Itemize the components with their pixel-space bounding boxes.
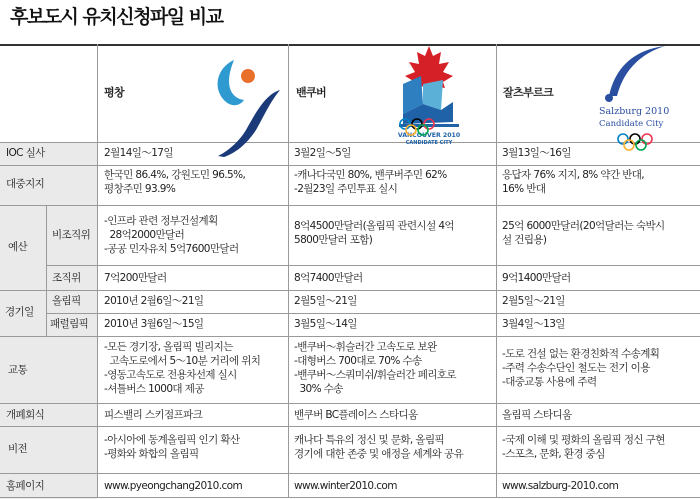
cell-vision-pyeongchang: -아시아에 동계올림픽 인기 확산 -평화와 화합의 올림픽 bbox=[104, 434, 240, 460]
salzburg-wordmark: Salzburg 2010 bbox=[599, 106, 670, 117]
sub-label-organizing: 조직위 bbox=[52, 272, 81, 284]
cell-transport-vancouver: -밴쿠버～휘슬러간 고속도로 보완 -대형버스 700대로 70% 수송 -밴쿠버～스쿼미쉬/휘슬러간 페리호로 30% 수송 bbox=[294, 341, 456, 395]
cell-support-salzburg: 응답자 76% 지지, 8% 약간 반대, 16% 반대 bbox=[502, 169, 645, 195]
row-divider bbox=[0, 426, 700, 427]
olympic-rings-icon bbox=[397, 118, 439, 138]
cell-support-vancouver: -캐나다국민 80%, 밴쿠버주민 62% -2월23일 주민투표 실시 bbox=[294, 169, 447, 195]
row-divider bbox=[0, 336, 700, 337]
column-divider bbox=[496, 44, 497, 498]
cell-dates-olympic-vancouver: 2월5일～21일 bbox=[294, 295, 357, 307]
row-divider bbox=[0, 205, 700, 206]
row-label-ioc: IOC 실사 bbox=[6, 147, 45, 159]
row-divider bbox=[0, 165, 700, 166]
row-divider bbox=[0, 290, 700, 291]
homepage-link-vancouver[interactable]: www.winter2010.com bbox=[294, 480, 397, 492]
cell-dates-paralympic-pyeongchang: 2010년 3월6일～15일 bbox=[104, 318, 204, 330]
arc-logo bbox=[609, 46, 665, 96]
sub-label-paralympic: 패럴림픽 bbox=[50, 318, 89, 330]
row-divider bbox=[0, 403, 700, 404]
row-label-budget: 예산 bbox=[8, 241, 28, 253]
table-bottom-border bbox=[0, 497, 700, 498]
cell-budget-nonop-vancouver: 8억4500만달러(올림픽 관련시설 4억 5800만달러 포함) bbox=[294, 220, 454, 246]
vancouver-wordmark: VANCOUVER 2010 bbox=[397, 132, 461, 139]
cell-ioc-salzburg: 3월13일～16일 bbox=[502, 147, 571, 159]
cell-dates-paralympic-vancouver: 3월5일～14일 bbox=[294, 318, 357, 330]
cell-vision-salzburg: -국제 이해 및 평화의 올림픽 정신 구현 -스포츠, 문화, 환경 중심 bbox=[502, 434, 665, 460]
row-divider bbox=[46, 265, 700, 266]
cell-budget-org-salzburg: 9억1400만달러 bbox=[502, 272, 571, 284]
row-label-support: 대중지지 bbox=[6, 178, 45, 190]
cell-dates-paralympic-salzburg: 3월4일～13일 bbox=[502, 318, 565, 330]
vancouver-logo bbox=[393, 44, 465, 160]
skater-logo-arc bbox=[218, 60, 244, 105]
cell-budget-org-pyeongchang: 7억200만달러 bbox=[104, 272, 167, 284]
homepage-link-pyeongchang[interactable]: www.pyeongchang2010.com bbox=[104, 480, 243, 492]
skater-logo-ball bbox=[241, 69, 255, 83]
row-divider bbox=[0, 473, 700, 474]
column-header-vancouver: 밴쿠버 bbox=[296, 86, 327, 99]
cell-support-pyeongchang: 한국민 86.4%, 강원도민 96.5%, 평창주민 93.9% bbox=[104, 169, 246, 195]
cell-opening-pyeongchang: 피스밸리 스키점프파크 bbox=[104, 409, 203, 421]
cell-vision-vancouver: 캐나다 특유의 정신 및 문화, 올림픽 경기에 대한 존중 및 애정을 세계와 공유 bbox=[294, 434, 464, 460]
column-header-pyeongchang: 평창 bbox=[104, 86, 125, 99]
sub-label-nonorganizing: 비조직위 bbox=[52, 229, 91, 241]
row-divider bbox=[46, 313, 700, 314]
cell-dates-olympic-salzburg: 2월5일～21일 bbox=[502, 295, 565, 307]
page-title: 후보도시 유치신청파일 비교 bbox=[10, 6, 223, 28]
vancouver-subtitle: CANDIDATE CITY bbox=[405, 140, 453, 146]
row-label-opening: 개폐회식 bbox=[6, 409, 45, 421]
column-header-salzburg: 잘츠부르크 bbox=[503, 86, 554, 99]
cell-budget-org-vancouver: 8억7400만달러 bbox=[294, 272, 363, 284]
row-label-transport: 교통 bbox=[8, 364, 28, 376]
cell-budget-nonop-pyeongchang: -인프라 관련 정부건설계획 28억2000만달러 -공공 민자유치 5억7600만달러 bbox=[104, 215, 239, 255]
salzburg-subtitle: Candidate City bbox=[599, 119, 664, 129]
row-label-dates: 경기일 bbox=[5, 306, 34, 318]
cell-transport-salzburg: -도로 건설 없는 환경친화적 수송계획 -주력 수송수단인 철도는 전기 이용 -대중교통 사용에 주력 bbox=[502, 348, 660, 388]
olympic-rings-icon bbox=[615, 133, 657, 153]
column-divider bbox=[97, 44, 98, 498]
cell-budget-nonop-salzburg: 25억 6000만달러(20억달러는 숙박시 설 건립용) bbox=[502, 220, 665, 246]
pyeongchang-logo bbox=[208, 54, 288, 158]
cell-ioc-pyeongchang: 2월14일～17일 bbox=[104, 147, 173, 159]
row-label-homepage: 홈페이지 bbox=[6, 480, 45, 492]
cell-transport-pyeongchang: -모든 경기장, 올림픽 빌리지는 고속도로에서 5～10분 거리에 위치 -영동고속도로 전용차선제 실시 -셔틀버스 1000대 제공 bbox=[104, 341, 261, 395]
sub-column-divider bbox=[46, 205, 47, 336]
sub-label-olympic: 올림픽 bbox=[52, 295, 81, 307]
homepage-link-salzburg[interactable]: www.salzburg-2010.com bbox=[502, 480, 619, 492]
column-divider bbox=[288, 44, 289, 498]
row-label-vision: 비전 bbox=[8, 443, 28, 455]
cell-ioc-vancouver: 3월2일～5일 bbox=[294, 147, 351, 159]
cell-opening-salzburg: 올림픽 스타디움 bbox=[502, 409, 572, 421]
cell-dates-olympic-pyeongchang: 2010년 2월6일～21일 bbox=[104, 295, 204, 307]
cell-opening-vancouver: 밴쿠버 BC플레이스 스타디움 bbox=[294, 409, 418, 421]
